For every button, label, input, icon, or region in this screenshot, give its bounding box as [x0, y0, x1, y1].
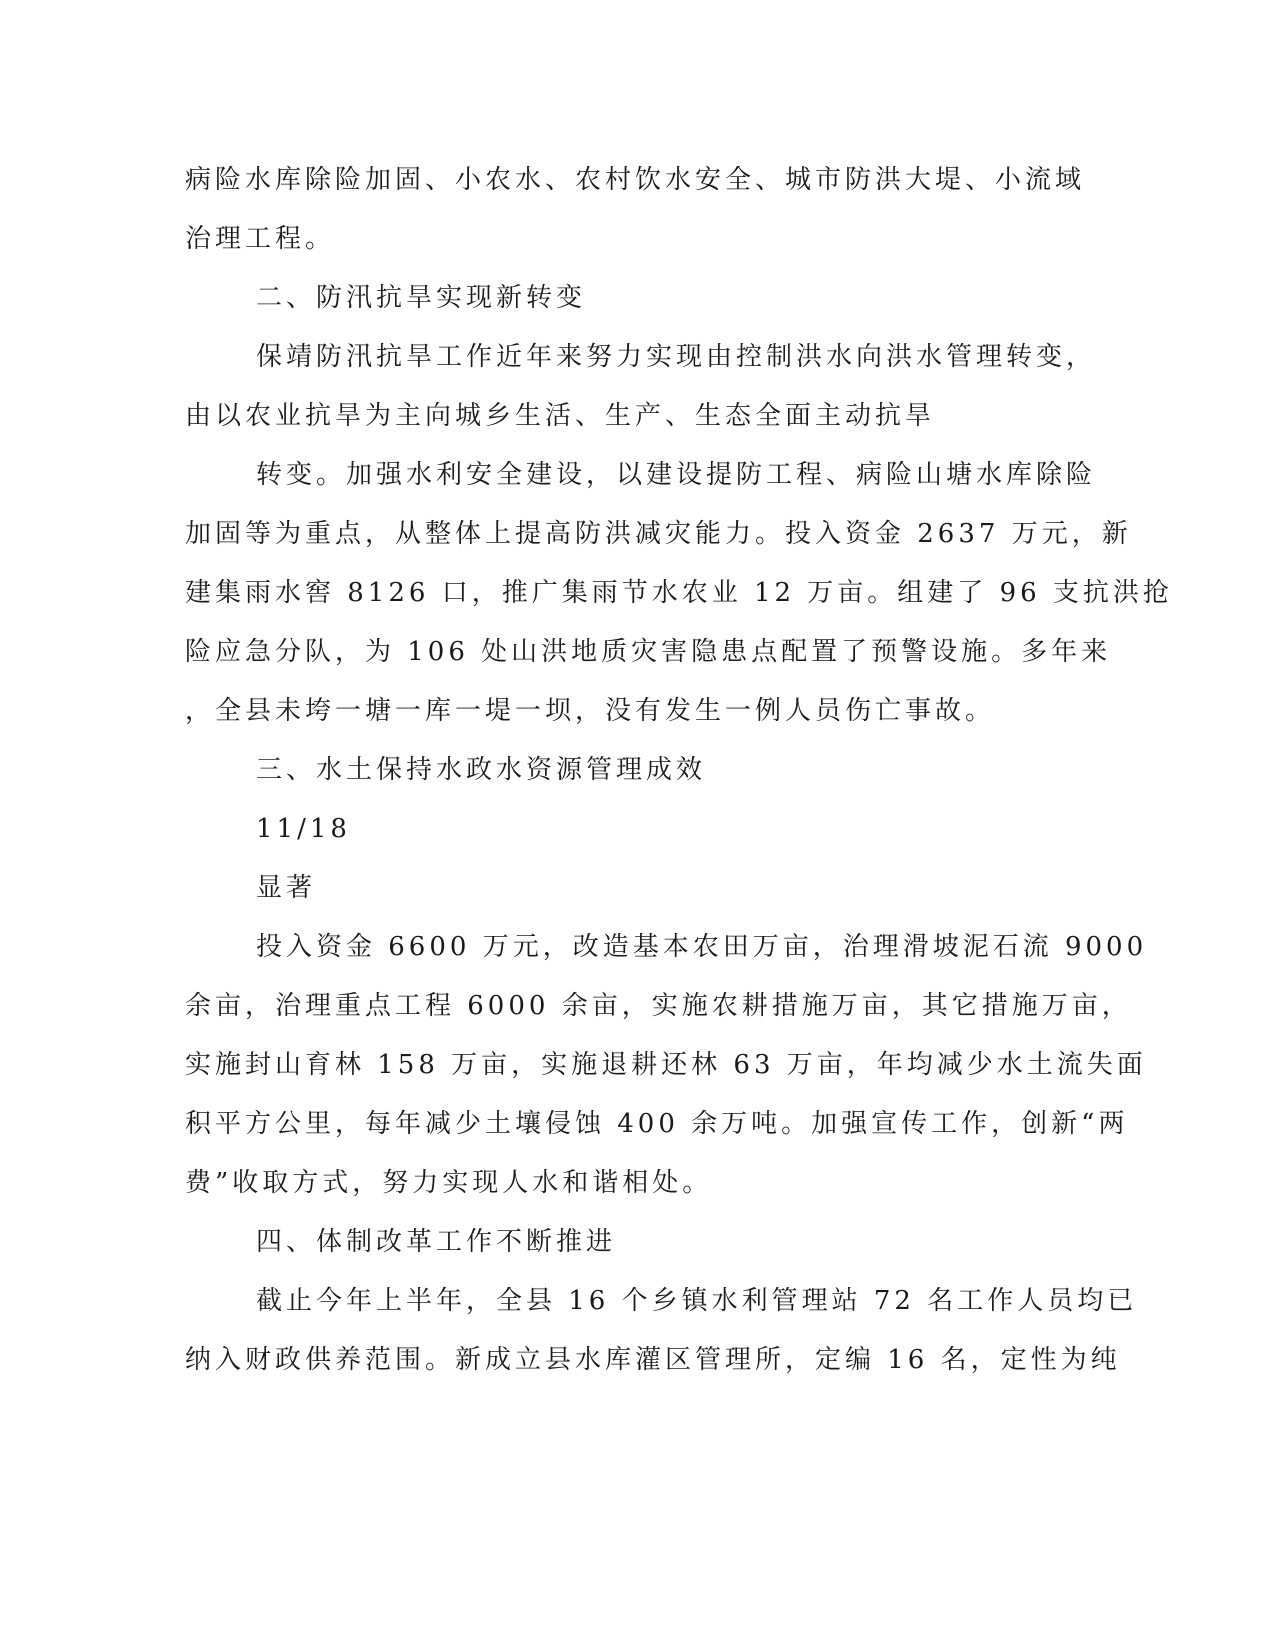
body-text-line: 积平方公里，每年减少土壤侵蚀 400 余万吨。加强宣传工作，创新“两 [185, 1109, 1129, 1139]
body-text-line: 建集雨水窖 8126 口，推广集雨节水农业 12 万亩。组建了 96 支抗洪抢 [185, 578, 1173, 608]
section-heading: 二、防汛抗旱实现新转变 [256, 283, 587, 313]
body-text-line: ，全县未垮一塘一库一堤一坝，没有发生一例人员伤亡事故。 [185, 696, 996, 726]
section-heading: 三、水土保持水政水资源管理成效 [256, 755, 707, 785]
body-text-line: 加固等为重点，从整体上提高防洪减灾能力。投入资金 2637 万元，新 [185, 519, 1132, 549]
body-text-line: 费”收取方式，努力实现人水和谐相处。 [185, 1168, 713, 1198]
section-heading: 四、体制改革工作不断推进 [256, 1227, 617, 1257]
body-text-line: 保靖防汛抗旱工作近年来努力实现由控制洪水向洪水管理转变， [256, 342, 1097, 372]
body-text-line: 余亩，治理重点工程 6000 余亩，实施农耕措施万亩，其它措施万亩， [185, 991, 1132, 1021]
body-text-line: 显著 [256, 873, 317, 903]
body-text-line: 治理工程。 [185, 224, 336, 254]
body-text-line: 险应急分队，为 106 处山洪地质灾害隐患点配置了预警设施。多年来 [185, 637, 1112, 667]
page-number: 11/18 [256, 814, 351, 844]
body-text-line: 纳入财政供养范围。新成立县水库灌区管理所，定编 16 名，定性为纯 [185, 1345, 1121, 1375]
body-text-line: 实施封山育林 158 万亩，实施退耕还林 63 万亩，年均减少水土流失面 [185, 1050, 1147, 1080]
body-text-line: 截止今年上半年，全县 16 个乡镇水利管理站 72 名工作人员均已 [256, 1286, 1138, 1316]
body-text-line: 由以农业抗旱为主向城乡生活、生产、生态全面主动抗旱 [185, 401, 936, 431]
body-text-line: 转变。加强水利安全建设，以建设提防工程、病险山塘水库除险 [256, 460, 1097, 490]
body-text-line: 病险水库除险加固、小农水、农村饮水安全、城市防洪大堤、小流域 [185, 165, 1086, 195]
body-text-line: 投入资金 6600 万元，改造基本农田万亩，治理滑坡泥石流 9000 [256, 932, 1148, 962]
